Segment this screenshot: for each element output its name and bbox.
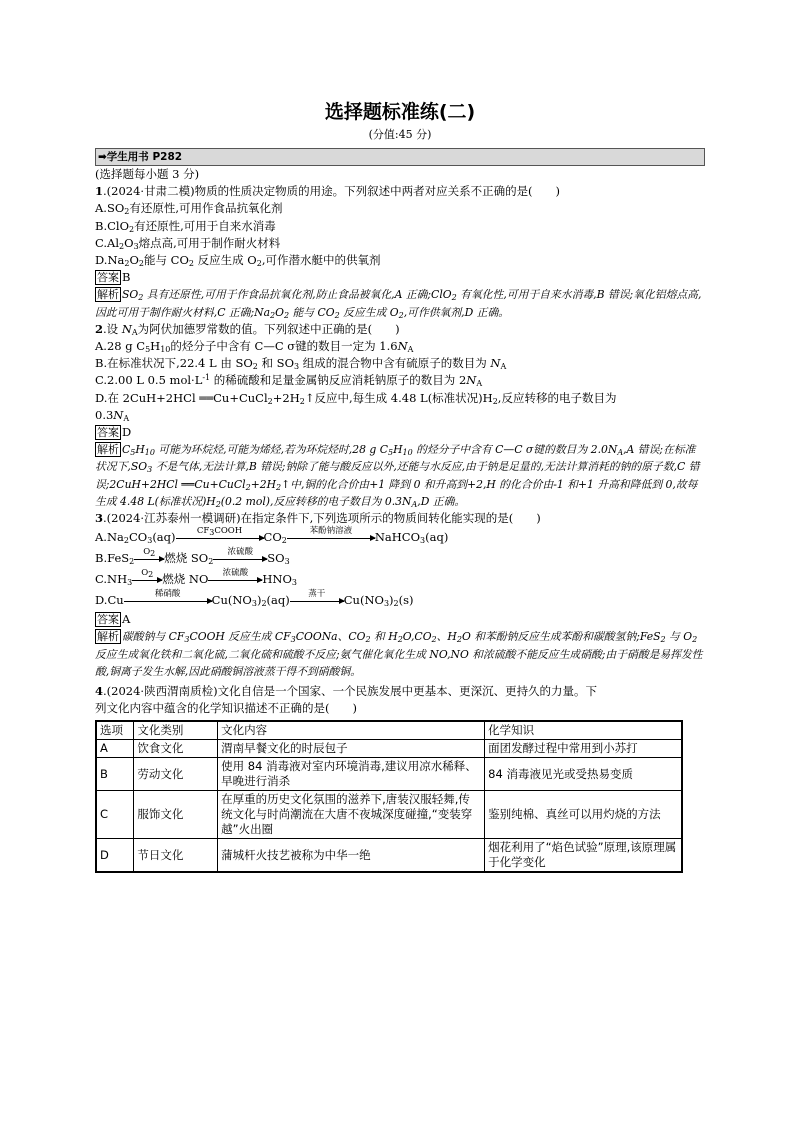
table-cell: 在厚重的历史文化氛围的滋养下,唐装汉服轻舞,传统文化与时尚潮流在大唐不夜城深度碰撞,“变装穿越”火出圈 xyxy=(218,791,485,839)
table-header-row xyxy=(96,721,682,740)
table-cell: 蒲城杆火技艺被称为中华一绝 xyxy=(218,839,485,873)
option-b: B.FeS$_2$ $O_2$ 燃烧 $SO_2$ 浓硫酸 $SO_3$ xyxy=(95,547,290,567)
option-c: $C.NH_3$ $O_2$ 燃烧 NO 浓硫酸 $HNO_3$ xyxy=(95,568,298,588)
answer-value: B xyxy=(122,270,131,285)
question-stem: .(2024·甘肃二模)物质的性质决定物质的用途。下列叙述中两者对应关系不正确的是( ) xyxy=(103,184,561,199)
table-cell: 节日文化 xyxy=(134,839,218,873)
table-row xyxy=(96,758,682,791)
explain-tag: 解析 xyxy=(97,630,119,644)
question-number: 3 xyxy=(95,511,104,526)
option-a: $A.Na_2CO_3(aq)$ $CF_3COOH$ $CO_2$ 苯酚钠溶液 NaHCO$_3$(aq) xyxy=(95,526,449,546)
option-d: D.Cu 稀硝酸 $Cu(NO_3)_2(aq)$ 蒸干 $Cu(NO_3)_2(s)$ xyxy=(95,589,414,609)
question-stem: .(2024·江苏泰州一模调研)在指定条件下,下列选项所示的物质间转化能实现的是( ) xyxy=(103,511,541,526)
question-2: 2.设 $N_A$为阿伏加德罗常数的值。下列叙述中正确的是( ) xyxy=(95,321,400,337)
answer-row xyxy=(95,424,705,441)
option-d: $D.Na_2O_2$能与 $CO_2$ 反应生成 $O_2$,可作潜水艇中的供氧剂 xyxy=(95,253,381,269)
option-b: B.ClO$_2$有还原性,可用于自来水消毒 xyxy=(95,218,276,234)
table-header: 文化类别 xyxy=(134,721,218,740)
table-cell: 渭南早餐文化的时辰包子 xyxy=(218,740,485,758)
table-cell: 服饰文化 xyxy=(134,791,218,839)
culture-table xyxy=(95,720,683,873)
table-cell: A xyxy=(96,740,134,758)
reaction-arrow: 浓硫酸 xyxy=(208,574,262,586)
table-row xyxy=(96,839,682,873)
question-4-cont: 列文化内容中蕴含的化学知识描述不正确的是( ) xyxy=(95,701,357,716)
table-header: 选项 xyxy=(96,721,134,740)
option-a: A.28 g $C_5H_{10}$的烃分子中含有 C—C σ键的数目一定为 $1.6N_A$ xyxy=(95,339,414,355)
reaction-arrow: 蒸干 xyxy=(290,595,344,607)
question-number: 4 xyxy=(95,684,104,699)
answer-tag: 答案 xyxy=(97,271,119,285)
explain-tag: 解析 xyxy=(97,443,119,457)
table-cell: 鉴别纯棉、真丝可以用灼烧的方法 xyxy=(485,791,682,839)
question-number: 1 xyxy=(95,184,104,199)
table-header: 化学知识 xyxy=(485,721,682,740)
student-book-bar: ➡学生用书 P282 xyxy=(95,148,705,166)
option-c: $C.Al_2O_3$熔点高,可用于制作耐火材料 xyxy=(95,235,281,251)
page-title: 选择题标准练(二) xyxy=(324,101,476,123)
reaction-arrow: 稀硝酸 xyxy=(124,595,212,607)
answer-tag: 答案 xyxy=(97,426,119,440)
answer-row xyxy=(95,611,705,628)
table-row xyxy=(96,791,682,839)
table-cell: 面团发酵过程中常用到小苏打 xyxy=(485,740,682,758)
page xyxy=(95,100,705,873)
score-note: (分值:45 分) xyxy=(368,128,432,141)
option-d-cont: $0.3N_A$ xyxy=(95,407,130,423)
option-a: $A.SO_2$有还原性,可用作食品抗氧化剂 xyxy=(95,201,283,217)
explanation: 解析 $SO_2$ 具有还原性,可用于作食品抗氧化剂,防止食品被氧化,A 正确;ClO$_2$ 有氧化性,可用于自来水消毒,B 错误;氧化铝熔点高,因此可用于制作耐火材料,C 正确$;Na_2O_2$ 能与 $CO_2$ 反应生成 $O_2$,可作供氧剂,D 正确。 xyxy=(95,288,702,320)
section-note: (选择题每小题 3 分) xyxy=(95,167,200,181)
table-cell: 饮食文化 xyxy=(134,740,218,758)
question-number: 2 xyxy=(95,321,104,336)
explanation: 解析 碳酸钠与 $CF_3COOH$ 反应生成 $CF_3COONa$、$CO_2$ 和 $H_2O,CO_2$、$H_2O$ 和苯酚钠反应生成苯酚和碳酸氢钠;FeS$_2$ 与 $O_2$ 反应生成氧化铁和二氧化硫,二氧化硫和硫酸不反应;氨气催化氧化生成 NO,NO 和浓硫酸不能反应生成硝酸;由于硝酸是易挥发性酸,铜离子发生水解,因此硝酸铜溶液蒸干得不到硝酸铜。 xyxy=(95,630,703,678)
table-cell: 烟花利用了“焰色试验”原理,该原理属于化学变化 xyxy=(485,839,682,873)
reaction-arrow: $O_2$ xyxy=(134,553,164,565)
table-cell: 劳动文化 xyxy=(134,758,218,791)
answer-row xyxy=(95,269,705,286)
table-cell: D xyxy=(96,839,134,873)
question-stem: 为阿伏加德罗常数的值。下列叙述中正确的是( ) xyxy=(137,321,400,336)
reaction-arrow: 浓硫酸 xyxy=(213,553,267,565)
table-cell: C xyxy=(96,791,134,839)
answer-value: A xyxy=(122,612,131,627)
table-row xyxy=(96,740,682,758)
table-cell: 使用 84 消毒液对室内环境消毒,建议用凉水稀释、早晚进行消杀 xyxy=(218,758,485,791)
table-header: 文化内容 xyxy=(218,721,485,740)
table-cell: B xyxy=(96,758,134,791)
answer-value: D xyxy=(122,425,132,440)
reaction-arrow: 苯酚钠溶液 xyxy=(287,532,375,544)
question-1 xyxy=(95,183,705,200)
question-4 xyxy=(95,683,705,700)
table-cell: 84 消毒液见光或受热易变质 xyxy=(485,758,682,791)
reaction-arrow: $O_2$ xyxy=(132,574,162,586)
option-c: C.2.00 L 0.5 $mol\cdot L^{-1}$ 的稀硫酸和足量金属钠反应消耗钠原子的数目为 $2N_A$ xyxy=(95,373,483,389)
option-d: D.在 2CuH+2HCl $══Cu+CuCl_2+2H_2↑$反应中,每生成 4.48 L(标准状况)$H_2$,反应转移的电子数目为 xyxy=(95,390,617,406)
reaction-arrow: $CF_3COOH$ xyxy=(176,532,264,544)
explain-tag: 解析 xyxy=(97,288,119,302)
answer-tag: 答案 xyxy=(97,613,119,627)
option-b: B.在标准状况下,22.4 L 由 $SO_2$ 和 $SO_3$ 组成的混合物中含有硫原子的数目为 $N_A$ xyxy=(95,356,507,372)
explanation: 解析 $C_5H_{10}$ 可能为环烷烃,可能为烯烃,若为环烷烃时,28 g $C_5H_{10}$ 的烃分子中含有 C—C σ键的数目为 $2.0N_A,A$ 错误;在标准状况下$,SO_3$ 不是气体,无法计算,B 错误;钠除了能与酸反应以外,还能与水反应,由于钠是足量的,无法计算消耗的钠的原子数,C 错误;2CuH+2HCl $══Cu+CuCl_2+2H_2↑$中,铜的化合价由+1 降到 0 和升高到+2,H 的化合价由-1 和+1 升高和降低到 0,故每生成 4.48 L(标准状况)$H_2(0.2$ mol),反应转移的电子数目为 $0.3N_A,D$ 正确。 xyxy=(95,443,700,509)
question-stem: .(2024·陕西渭南质检)文化自信是一个国家、一个民族发展中更基本、更深沉、更持久的力量。下 xyxy=(103,684,598,699)
